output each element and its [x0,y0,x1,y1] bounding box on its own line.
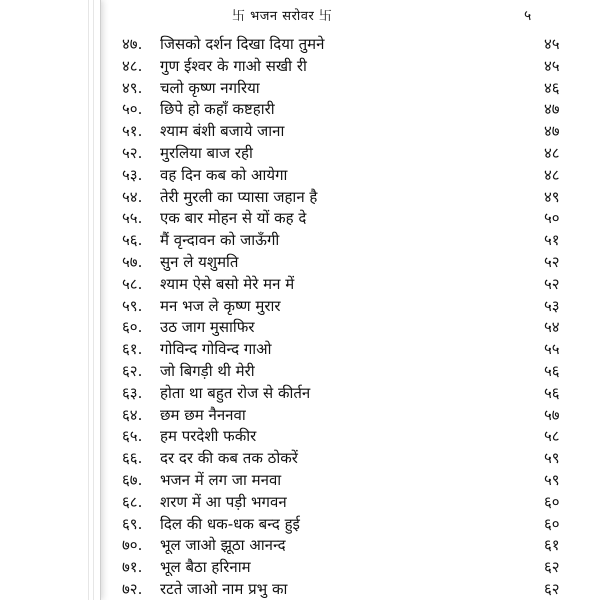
entry-title: हम परदेशी फकीर [160,427,257,446]
entry-title: मन भज ले कृष्ण मुरार [160,296,281,315]
entry-number: ५०. [122,100,143,119]
entry-page-number: ६० [544,492,560,511]
entry-number: ६२. [122,361,143,380]
toc-entry [122,535,574,557]
entry-title: श्याम बंशी बजाये जाना [160,122,285,141]
toc-entry [122,274,574,296]
entry-title: रटते जाओ नाम प्रभु का [160,579,288,598]
entry-title: दिल की धक-धक बन्द हुई [160,514,300,533]
entry-page-number: ४८ [544,143,560,162]
entry-number: ५४. [122,187,143,206]
entry-number: ७०. [122,536,143,555]
entry-page-number: ५३ [544,296,560,315]
entry-title: भूल बैठा हरिनाम [160,558,251,577]
entry-page-number: ५७ [544,405,560,424]
entry-number: ४९. [122,78,143,97]
entry-page-number: ६२ [544,558,560,577]
entry-number: ४७. [122,35,143,53]
entry-title: दर दर की कब तक ठोकरें [160,449,298,468]
entry-page-number: ४८ [544,165,560,184]
entry-title: छम छम नैननवा [160,405,246,424]
toc-entry [122,361,574,383]
entry-number: ५१. [122,122,143,141]
entry-page-number: ४६ [544,78,560,97]
toc-entry [122,187,574,209]
entry-number: ६७. [122,470,143,489]
toc-entry [122,470,574,492]
entry-number: ५८. [122,274,143,293]
toc-entry [122,339,574,361]
entry-title: छिपे हो कहाँ कष्टहारी [160,100,275,119]
entry-number: ६५. [122,427,143,446]
toc-entry [122,383,574,405]
entry-page-number: ४५ [544,35,560,53]
entry-title: सुन ले यशुमति [160,252,239,271]
entry-number: ५९. [122,296,143,315]
entry-title: जो बिगड़ी थी मेरी [160,361,255,380]
entry-page-number: ४५ [544,56,560,75]
entry-title: होता था बहुत रोज से कीर्तन [160,383,311,402]
entry-page-number: ५६ [544,361,560,380]
toc-entry [122,121,574,143]
table-of-contents [122,34,574,600]
entry-title: मैं वृन्दावन को जाऊँगी [160,231,280,250]
entry-number: ५३. [122,165,143,184]
entry-number: ७१. [122,558,143,577]
entry-number: ५७. [122,252,143,271]
entry-number: ५५. [122,209,143,228]
toc-entry [122,448,574,470]
toc-entry [122,252,574,274]
entry-page-number: ५५ [544,340,560,359]
entry-number: ६४. [122,405,143,424]
entry-title: गुण ईश्वर के गाओ सखी री [160,56,307,75]
entry-title: शरण में आ पड़ी भगवन [160,492,287,511]
entry-page-number: ५४ [544,318,560,337]
entry-title: एक बार मोहन से यों कह दे [160,209,307,228]
entry-page-number: ४७ [544,100,560,119]
entry-page-number: ५९ [544,470,560,489]
entry-number: ५६. [122,231,143,250]
entry-page-number: ४९ [544,187,560,206]
page-number: ५ [524,8,532,24]
entry-number: ६६. [122,449,143,468]
entry-page-number: ५० [544,209,560,228]
entry-number: ६१. [122,340,143,359]
toc-entry [122,514,574,536]
toc-entry [122,426,574,448]
toc-entry [122,143,574,165]
entry-page-number: ५२ [544,252,560,271]
entry-page-number: ६० [544,514,560,533]
toc-entry [122,99,574,121]
toc-entry [122,78,574,100]
entry-number: ६८. [122,492,143,511]
toc-entry [122,165,574,187]
entry-number: ५२. [122,143,143,162]
entry-title: मुरलिया बाज रही [160,143,253,162]
entry-page-number: ५६ [544,383,560,402]
toc-entry [122,34,574,56]
entry-page-number: ५२ [544,274,560,293]
toc-entry [122,579,574,600]
entry-page-number: ६२ [544,579,560,598]
entry-title: तेरी मुरली का प्यासा जहान है [160,187,318,206]
entry-page-number: ५८ [544,427,560,446]
toc-entry [122,56,574,78]
toc-entry [122,296,574,318]
entry-number: ६०. [122,318,143,337]
entry-title: श्याम ऐसे बसो मेरे मन में [160,274,295,293]
entry-title: वह दिन कब को आयेगा [160,165,288,184]
toc-entry [122,492,574,514]
entry-page-number: ४७ [544,122,560,141]
running-header: 卐 भजन सरोवर 卐 [232,9,333,24]
entry-title: भजन में लग जा मनवा [160,470,282,489]
toc-entry [122,557,574,579]
entry-number: ४८. [122,56,143,75]
entry-number: ६९. [122,514,143,533]
entry-title: उठ जाग मुसाफिर [160,318,255,337]
toc-entry [122,230,574,252]
entry-title: जिसको दर्शन दिखा दिया तुमने [160,35,325,53]
entry-number: ७२. [122,579,143,598]
entry-page-number: ६१ [544,536,560,555]
entry-page-number: ५१ [544,231,560,250]
left-page-edge [0,0,101,600]
toc-entry [122,405,574,427]
entry-title: चलो कृष्ण नगरिया [160,78,260,97]
entry-title: गोविन्द गोविन्द गाओ [160,340,272,359]
toc-entry [122,208,574,230]
toc-entry [122,317,574,339]
entry-title: भूल जाओ झूठा आनन्द [160,536,286,555]
entry-number: ६३. [122,383,143,402]
entry-page-number: ५९ [544,449,560,468]
